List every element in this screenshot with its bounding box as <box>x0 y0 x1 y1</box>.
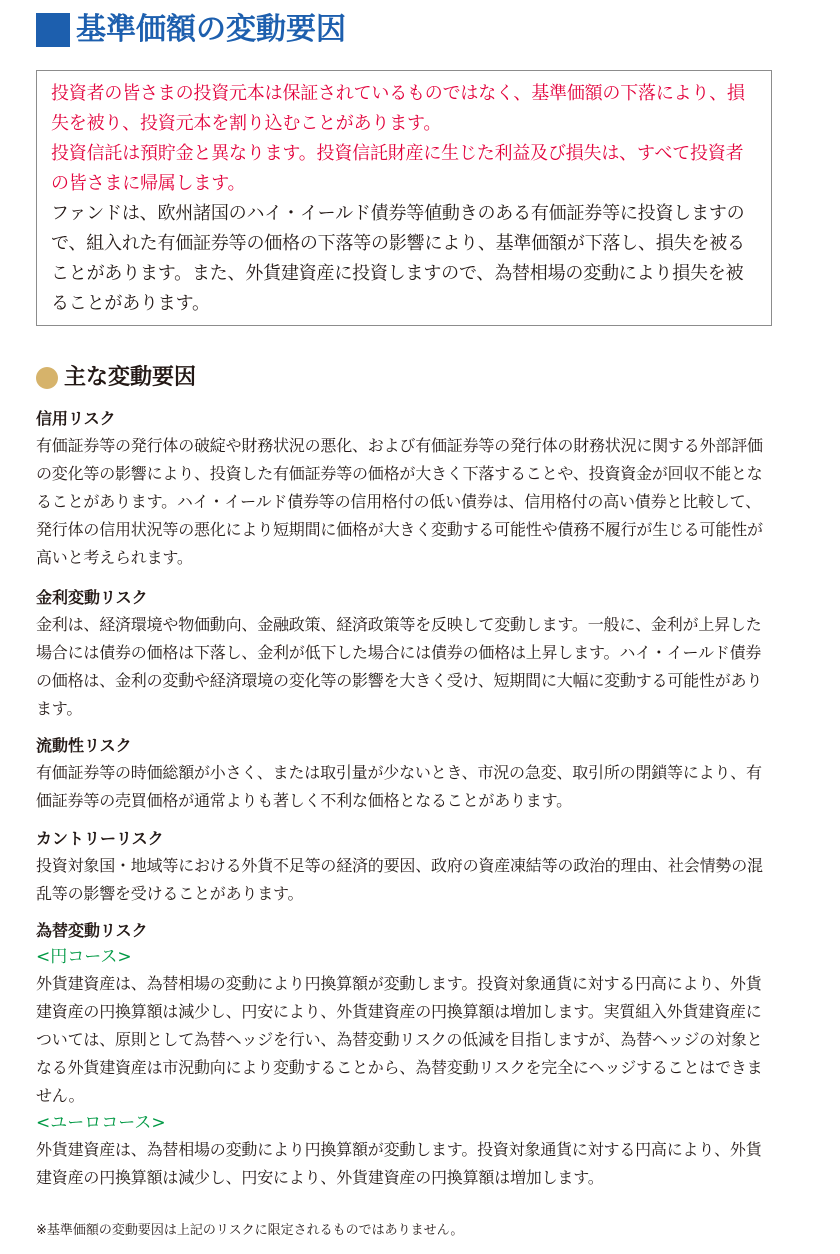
risk-body-country: 投資対象国・地域等における外貨不足等の経済的要因、政府の資産凍結等の政治的理由、社会情勢の混乱等の影響を受けることがあります。 <box>36 856 763 903</box>
title-square-icon <box>36 13 70 47</box>
page-title: 基準価額の変動要因 <box>76 12 346 47</box>
risk-credit <box>36 406 776 572</box>
risk-interest <box>36 585 776 723</box>
subheading <box>36 362 196 394</box>
notice-red-line-2: 投資信託は預貯金と異なります。投資信託財産に生じた利益及び損失は、すべて投資者の皆さまに帰属します。 <box>51 143 744 194</box>
risk-body-fx-yen: 外貨建資産は、為替相場の変動により円換算額が変動します。投資対象通貨に対する円高により、外貨建資産の円換算額は減少し、円安により、外貨建資産の円換算額は増加します。実質組入外貨建資産については、原則として為替ヘッジを行い、為替変動リスクの低減を目指しますが、為替ヘッジの対象となる外貨建資産は市況動向により変動することから、為替変動リスクを完全にヘッジすることはできません。 <box>36 974 763 1105</box>
section-title <box>36 10 346 50</box>
risk-title-interest: 金利変動リスク <box>36 588 148 607</box>
subheading-text: 主な変動要因 <box>64 365 197 390</box>
notice-red-line-1: 投資者の皆さまの投資元本は保証されているものではなく、基準価額の下落により、損失を被り、投資元本を割り込むことがあります。 <box>51 83 745 134</box>
risk-title-country: カントリーリスク <box>36 829 164 848</box>
risk-body-interest: 金利は、経済環境や物価動向、金融政策、経済政策等を反映して変動します。一般に、金利が上昇した場合には債券の価格は下落し、金利が低下した場合には債券の価格は上昇します。ハイ・イールド債券の価格は、金利の変動や経済環境の変化等の影響を大きく受け、短期間に大幅に変動する可能性があります。 <box>36 615 763 718</box>
footnote: ※基準価額の変動要因は上記のリスクに限定されるものではありません。 <box>36 1223 464 1238</box>
risk-liquidity <box>36 733 776 815</box>
risk-title-credit: 信用リスク <box>36 409 116 428</box>
risk-title-fx: 為替変動リスク <box>36 921 148 940</box>
notice-body: ファンドは、欧州諸国のハイ・イールド債券等値動きのある有価証券等に投資しますので、組入れた有価証券等の価格の下落等の影響により、基準価額が下落し、損失を被ることがあります。また、外貨建資産に投資しますので、為替相場の変動により損失を被ることがあります。 <box>51 203 745 314</box>
risk-body-fx-euro: 外貨建資産は、為替相場の変動により円換算額が変動します。投資対象通貨に対する円高により、外貨建資産の円換算額は減少し、円安により、外貨建資産の円換算額は増加します。 <box>36 1140 762 1187</box>
risk-title-liquidity: 流動性リスク <box>36 736 132 755</box>
risk-body-liquidity: 有価証券等の時価総額が小さく、または取引量が少ないとき、市況の急変、取引所の閉鎖等により、有価証券等の売買価格が通常よりも著しく不利な価格となることがあります。 <box>36 763 762 810</box>
notice-box <box>36 70 772 326</box>
risk-fx <box>36 918 776 1192</box>
gold-dot-icon <box>36 367 58 389</box>
risk-country <box>36 826 776 908</box>
risk-body-credit: 有価証券等の発行体の破綻や財務状況の悪化、および有価証券等の発行体の財務状況に関する外部評価の変化等の影響により、投資した有価証券等の価格が大きく下落することや、投資資金が回収不能となることがあります。ハイ・イールド債券等の信用格付の低い債券は、信用格付の高い債券と比較して、発行体の信用状況等の悪化により短期間に価格が大きく変動する可能性や債務不履行が生じる可能性が高いと考えられます。 <box>36 436 763 567</box>
course-label-yen: <円コース> <box>36 947 132 967</box>
course-label-euro: <ユーロコース> <box>36 1113 166 1133</box>
